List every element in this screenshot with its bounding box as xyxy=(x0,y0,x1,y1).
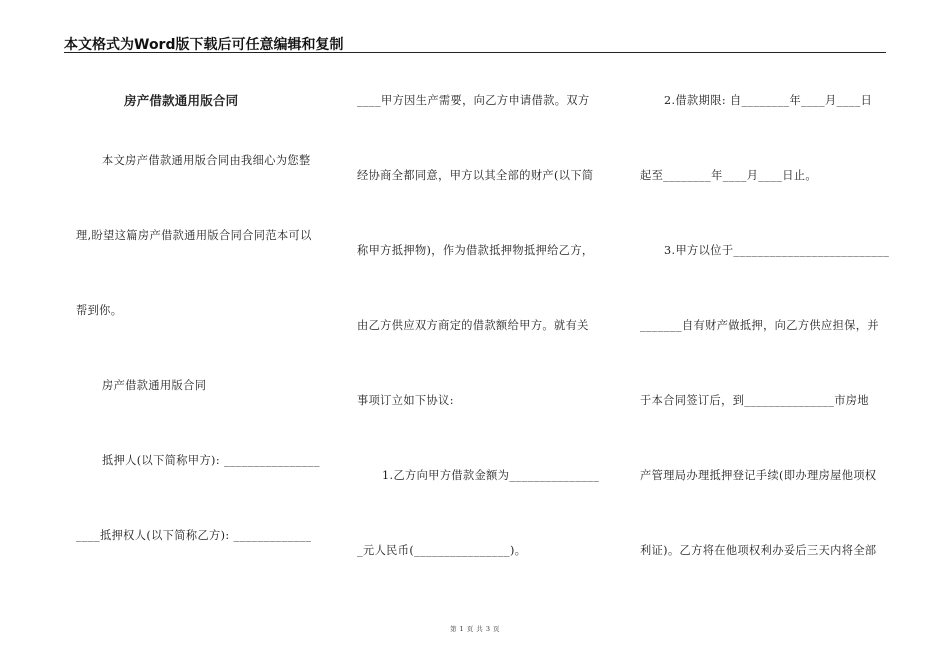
paragraph-line: 由乙方供应双方商定的借款额给甲方。就有关 xyxy=(357,319,589,332)
paragraph-line: 房产借款通用版合同 xyxy=(102,379,207,392)
paragraph-line: 3.甲方以位于__________________________ xyxy=(664,244,890,257)
paragraph-line: 理,盼望这篇房产借款通用版合同合同范本可以 xyxy=(76,229,312,242)
paragraph-line: 抵押人(以下简称甲方): ________________ xyxy=(102,454,320,467)
paragraph-line: 本文房产借款通用版合同由我细心为您整 xyxy=(102,154,311,167)
paragraph-line: _元人民币(________________)。 xyxy=(357,544,527,557)
paragraph-line: 1.乙方向甲方借款金额为_______________ xyxy=(382,469,600,482)
paragraph-line: ____抵押权人(以下简称乙方): _____________ xyxy=(76,529,312,542)
page-number: 第 1 页 共 3 页 xyxy=(449,625,501,633)
paragraph-line: 事项订立如下协议: xyxy=(357,394,454,407)
document-title: 房产借款通用版合同 xyxy=(124,93,239,108)
paragraph-line: _______自有财产做抵押，向乙方供应担保，并 xyxy=(640,319,879,332)
paragraph-line: 利证)。乙方将在他项权利办妥后三天内将全部 xyxy=(640,544,877,557)
paragraph-line: 于本合同签订后，到_______________市房地 xyxy=(640,394,869,407)
paragraph-line: 产管理局办理抵押登记手续(即办理房屋他项权 xyxy=(640,469,877,482)
paragraph-line: 帮到你。 xyxy=(76,304,123,317)
paragraph-line: 起至________年____月____日止。 xyxy=(640,169,818,182)
header-divider xyxy=(64,52,886,53)
paragraph-line: ____甲方因生产需要，向乙方申请借款。双方 xyxy=(357,94,590,107)
paragraph-line: 2.借款期限: 自________年____月____日 xyxy=(664,94,873,107)
paragraph-line: 经协商全都同意，甲方以其全部的财产(以下简 xyxy=(357,169,594,182)
paragraph-line: 称甲方抵押物)，作为借款抵押物抵押给乙方， xyxy=(357,244,594,257)
document-header: 本文格式为Word版下载后可任意编辑和复制 xyxy=(64,37,344,53)
